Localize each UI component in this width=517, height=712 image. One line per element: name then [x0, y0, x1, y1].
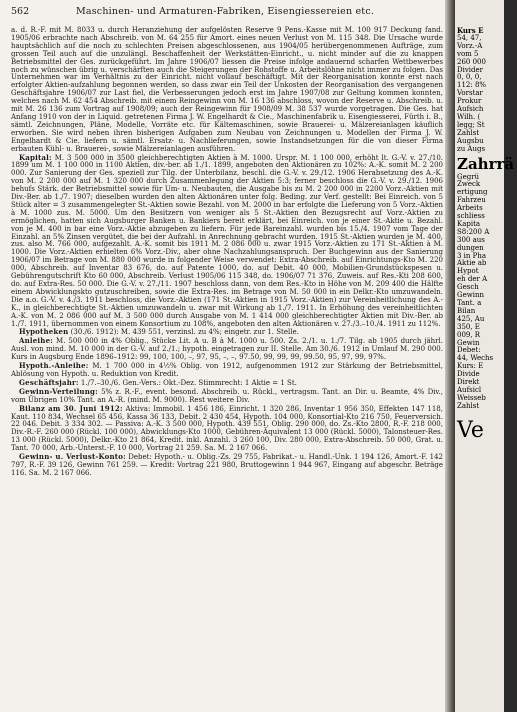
fragment-line: Kurs E: [457, 26, 484, 35]
fragment-line: Wilh. (: [457, 112, 481, 121]
fragment-line: vom 5: [457, 49, 479, 58]
intro-paragraph: [11, 27, 443, 154]
book-gutter: [445, 0, 455, 712]
fragment-line: Kurs: E: [457, 362, 484, 371]
fragment-line: 260 000: [457, 57, 486, 66]
fragment-line: Zahlst: [457, 401, 480, 410]
fragment-line: ertigung: [457, 188, 488, 197]
fragment-line: 112: 8%: [457, 81, 487, 90]
fragment-line: Bilan: [457, 306, 476, 315]
section-label: Kapital:: [19, 152, 52, 162]
section-text: M. 3 500 000 in 3500 gleichberechtigten Aktien à M. 1000. Urspr. M. 1 100 000, erhöht lt. G.-V. v. 27./10. 1899 um M. 1 100 000 in 1100 Aktien, div.-ber. ab 1./1. 1899, angeboten den Aktionären zu 102%: A.-K. somit M. 2 200 000. Zur Sanierung der Ges. speziell zur Tilg. der Unterbilanz, beschl. die G.-V. v. 29./12. 1906 Herabsetzung des A.-K. von M. 2 200 000 auf M. 1 320 000 durch Zusammenlegung der Aktien 5:3; ferner beschloss die G.-V. v. 29./12. 1906 behufs Stärk. der Betriebsmittel sowie für Um- u. Neubauten, die Ausgabe bis zu M. 2 200 000 in 2200 Vorz.-Aktien mit Div.-Ber. ab 1./7. 1907; dieselben wurden den alten Aktionären unter folg. Beding. zur Verf. gestellt: Bei Einreich. von 5 Stück alter = 3 zusammengelegter St.-Aktien sowie Bezahl. von M. 2000 in bar erfolgte die Lieferung von 5 Vorz.-Aktien à M. 1000 zus. M. 5000. Um den Besitzern von weniger als 5 St.-Aktien den Bezugsrecht auf Vorz.-Aktien zu ermöglichen, hatten sich Augsburger Banken u. Bankiers bereit erklärt, bei Einreich. von je einer St.-Aktie u. Bezahl. von je M. 400 in bar eine Vorz.-Aktie abzugeben zu liefern. Für jede Bareinzahl. wurden bis 15./4. 1907 vom Tage der Einzahl. an 5% Zinsen vergütet, die bei der Aufzahl. in Anrechnung gebracht wurden. 1915 St.-Aktien wurden je M. 400, zus. also M. 766 000, aufgezahlt. A.-K. somit bis 1911 M. 2 086 000 u. zwar 1915 Vorz.-Aktien zu 171 St.-Aktien à M. 1000. Die Vorz.-Aktien erhielten 6% Vorz.-Div., aber ohne Nachzahlungsanspruch. Der Buchgewinn aus der Sanierung 1906/07 im Betrage von M. 880 000 wurde in folgender Weise verwendet: Extra-Abschreib. auf Einrichtungs-Kto M. 220 000, Abschreib. auf Inventar 83 676, do. auf Patente 1000, do. auf Debit. 40 000, Mobilien-Grundstückspesen u. Gebührengutschrift Kto 60 000, Abschreib. Verlust 1905/06 115 348, do. 1906/07 71 376, Zuweis. auf Res.-Kti 208 600, do. auf Extra-Res. 50 000. Die G.-V. v. 27./11. 1907 beschloss dann, von dem Res.-Kto in Höhe von M. 209 400 die Hälfte einem Abwicklungskto gutzuschreiben, sowie die Extra-Res. im Betrage von M. 50 000 in ein Delkr.-Kto umzuwandeln. Die a.o. G.-V. v. 4./3. 1911 beschloss, die Vorz.-Aktien (171 St.-Aktien in 1915 Vorz.-Aktien) zur Vereinheitlichung des A.-K., in gleichberechtigte St.-Aktien umzuwandeln u. zwar mit Wirkung ab 1./7. 1911. In Erhöhung des vereinheitlichten A.-K. von M. 2 086 000 auf M. 3 500 000 durch Ausgabe von M. 1 414 000 gleichberechtigter Aktien mit Div.-Ber. ab 1./7. 1911, übernommen von einem Konsortium zu 108%, angeboten den alten Aktionären v. 27./3.–10./4. 1911 zu 112%.: [11, 153, 443, 328]
fragment-line: Kapita: [457, 219, 481, 228]
page-number: 562: [11, 6, 30, 17]
section-paragraph: [11, 362, 443, 379]
fragment-line: Tant. a: [457, 299, 482, 307]
section-paragraph: [11, 405, 443, 453]
fragment-line: legg; St: [457, 120, 485, 129]
fragment-line: Weisseb: [457, 393, 486, 402]
fragment-line: Zahlst: [457, 128, 480, 137]
fragment-line: Gegrü: [457, 172, 480, 181]
fragment-line: Zahrrä: [457, 154, 515, 173]
fragment-line: Aufsich: [457, 105, 484, 114]
section-paragraph: [11, 328, 443, 337]
section-text: 1./7.–30./6. Gen.-Vers.: Okt.-Dez. Stimmrecht: 1 Aktie = 1 St.: [80, 378, 297, 387]
section-text: a. d. R.-F. mit M. 8033 u. durch Heranziehung der aufgelösten Reserve 9 Pens.-Kasse mit M. 100 917 Deckung fand. 1905/06 erbrachte nach Abschreib. von M. 64 255 für Amort. eines neuen Verlust von M. 115 348. Die Ursache wurde hauptsächlich auf die noch zu schlechten Preisen abgeschlossenen, aus 1904/05 herübergenommenen Aufträge, zum grossen Teil auch auf die unzulängl. Beschaffenheit der Werkstätten-Einricht., u. nicht minder auf die zu knappen Betriebsmittel der Ges. zurückgeführt. Im Jahre 1906/07 liessen die Preise infolge andauernd scharfen Wettbewerbes noch zu wünschen übrig u. verschärften auch die Steigerungen der Rohstoffe u. Arbeitslöhne nicht immer zu folgen. Das Unternehmen war im Verhältnis zu der Einricht. nicht vollauf beschäftigt. Mit der Reorganisation konnte erst nach erfolgter Aktien-aufzahlung begonnen werden, so dass zwar ein Teil der Unkosten der Reorganisation des vergangenen Geschäftsjahre 1906/07 zur Last fiel, die Verbesserungen jedoch erst im Jahre 1907/08 zur Geltung kommen konnten, welches nach M. 62 454 Abschreib. mit einem Reingewinn von M. 16 136 abschloss, wovon der Reserve u. Abschreib. u. mit M. 26 136 zum Vortrag auf 1908/09; auch der Reingewinn für 1908/09 M. 38 537 wurde vorgetragen. Die Ges. hat Anfang 1910 von der in Liquid. getretenen Firma J. W. Engelhardt & Cie., Maschinenfabrik u. Eisengiesserei, Fürth i. B., sämtl. Zeichnungen, Pläne, Modelle, Vorräte etc. für Kältemaschinen, sowie Brauerei- u. Mälzereianlagen käuflich erworben. Sie wird neben ihren bisherigen Aufgaben zum Neubau von Zeichnungen u. Modellen der Firma J. W. Engelhardt & Cie. liefern u. sämtl. Ersatz- u. Nachlieferungen, sowie Instandsetzungen für die von dieser Firma erbauten Kühl- u. Brauerei-, sowie Mälzereianlagen ausführen.: [11, 26, 443, 153]
fragment-line: Zweck: [457, 180, 481, 189]
section-text: Debet: Hypoth.- u. Oblig.-Zs. 29 755, Fabrikat.- u. Handl.-Unk. 1 194 126, Amort.-F. 142 797, R.-F. 39 126, Gewinn 761 259. — Kredit: Vortrag 221 980, Bruttogewinn 1 944 967, Eingang auf abgeschr. Beträge 116. Sa. M. 2 167 066.: [11, 453, 443, 477]
fragment-line: 44, Wechs: [457, 354, 494, 363]
article-body: [11, 27, 443, 478]
fragment-line: Vorz.-A: [457, 41, 483, 50]
fragment-line: Vorstar: [457, 89, 483, 98]
section-text: (30./6. 1912): M. 439 551, verzinsl. zu 4%; eingetr. zur 1. Stelle.: [70, 328, 299, 337]
fragment-line: schliess: [457, 212, 485, 221]
section-paragraph: [11, 337, 443, 362]
section-label: Hypotheken: [19, 327, 69, 337]
fragment-line: eh der A: [457, 275, 488, 284]
fragment-line: Arbeits: [457, 204, 483, 213]
fragment-line: Hypot: [457, 267, 479, 276]
fragment-line: 3 in Pha: [457, 251, 487, 260]
section-paragraph: [11, 453, 443, 478]
fragment-line: Debet:: [457, 346, 481, 355]
section-text: M. 500 000 in 4% Oblig., Stücke Lit. A u. B à M. 1000 u. 500. Zs. 2./1. u. 1./7. Tilg. ab 1905 durch jährl. Ausl. von mind. M. 10 000 in der G.-V. auf 2./1.; hypoth. eingetragen zur II. Stelle. Am 30./6. 1912 in Umlauf M. 290 000. Kurs in Augsburg Ende 1896–1912: 99, 100, 100, –, 97, 95, –, –, 97.50, 99, 99, 99, 99.50, 95, 97, 99, 97%.: [11, 337, 443, 362]
section-label: Hypoth.-Anleihe:: [19, 361, 89, 371]
fragment-line: 300 aus: [457, 235, 485, 244]
fragment-line: 54, 47,: [457, 33, 482, 42]
fragment-heading: Ve: [457, 417, 484, 443]
fragment-line: 425, Au: [457, 314, 485, 323]
fragment-line: 009, R: [457, 330, 481, 339]
fragment-line: Gewin: [457, 338, 480, 347]
fragment-line: Gewinn: [457, 291, 484, 300]
section-text: M. 1 700 000 in 4½% Oblig. von 1912, aufgenommen 1912 zur Stärkung der Betriebsmittel, Ablösung von Hypoth. u. Reduktion von Kredit.: [11, 362, 443, 378]
adjacent-page-fragment: [455, 0, 515, 712]
section-text: Aktiva: Immobil. 1 456 186, Einricht. 1 320 286, Inventar 1 956 350, Effekten 147 118, Kaut. 110 834, Wechsel 65 456, Kassa 36 133, Debit. 2 430 454, Hypoth. 104 000, Konsortial-Kto 216 750, Feuerversich. 22 046. Debit. 3 334 302. — Passiva: A.-K. 3 500 000, Hypoth. 439 551, Oblig. 290 000, do. Zs.-Kto 2800, R.-F. 218 000, Div.-R.-F. 260 000 (Rückl. 100 000), Abwicklungs-Kto 1000, Gebühren-Äquivalent 13 000 (Rückl. 5000), Talonsteuer-Res. 13 000 (Rückl. 5000), Delkr.-Kto 21 864, Kredit. inkl. Anzahl. 3 260 100, Div. 280 000, Extra-Abschreib. 50 000, Grat. u. Tant. 70 000, Arb.-Unterst.-F. 10 000, Vortrag 21 259. Sa. M. 2 167 066.: [11, 404, 443, 453]
section-label: Anleihe:: [19, 336, 54, 346]
section-paragraph: [11, 388, 443, 405]
fragment-line: Aktie ab: [457, 259, 487, 268]
section-paragraph: [11, 154, 443, 329]
fragment-line: Prokur: [457, 97, 482, 106]
section-label: Geschäftsjahr:: [19, 377, 79, 387]
page-header: [11, 5, 439, 19]
fragment-line: Gesch: [457, 283, 479, 292]
fragment-line: Divider: [457, 65, 484, 74]
section-label: Gewinn- u. Verlust-Konto:: [19, 452, 126, 462]
fragment-line: Augsbu: [457, 136, 484, 145]
fragment-line: Divide: [457, 370, 480, 379]
fragment-line: zu Augs: [457, 144, 486, 153]
fragment-line: Direkt: [457, 378, 480, 387]
section-label: Gewinn-Verteilung:: [19, 386, 98, 396]
fragment-line: 350, E: [457, 322, 480, 331]
running-title: Maschinen- und Armaturen-Fabriken, Eisengiessereien etc.: [75, 6, 375, 17]
fragment-line: Fahrzeu: [457, 196, 486, 205]
fragment-line: dungen: [457, 243, 484, 252]
fragment-line: S8:200 A: [457, 227, 490, 236]
section-text: 5% z. R.-F., event. besond. Abschreib. u. Rückl., vertragsm. Tant. an Dir. u. Beamte, 4% Div., vom Übrigen 10% Tant. an A.-R. (mind. M. 9000). Rest weitere Div.: [11, 387, 443, 404]
section-label: Bilanz am 30. Juni 1912:: [19, 403, 123, 413]
fragment-line: Aufsicl: [457, 385, 482, 394]
adjacent-page-lines: [457, 27, 517, 445]
fragment-line: 0, 0, 0,: [457, 73, 482, 82]
